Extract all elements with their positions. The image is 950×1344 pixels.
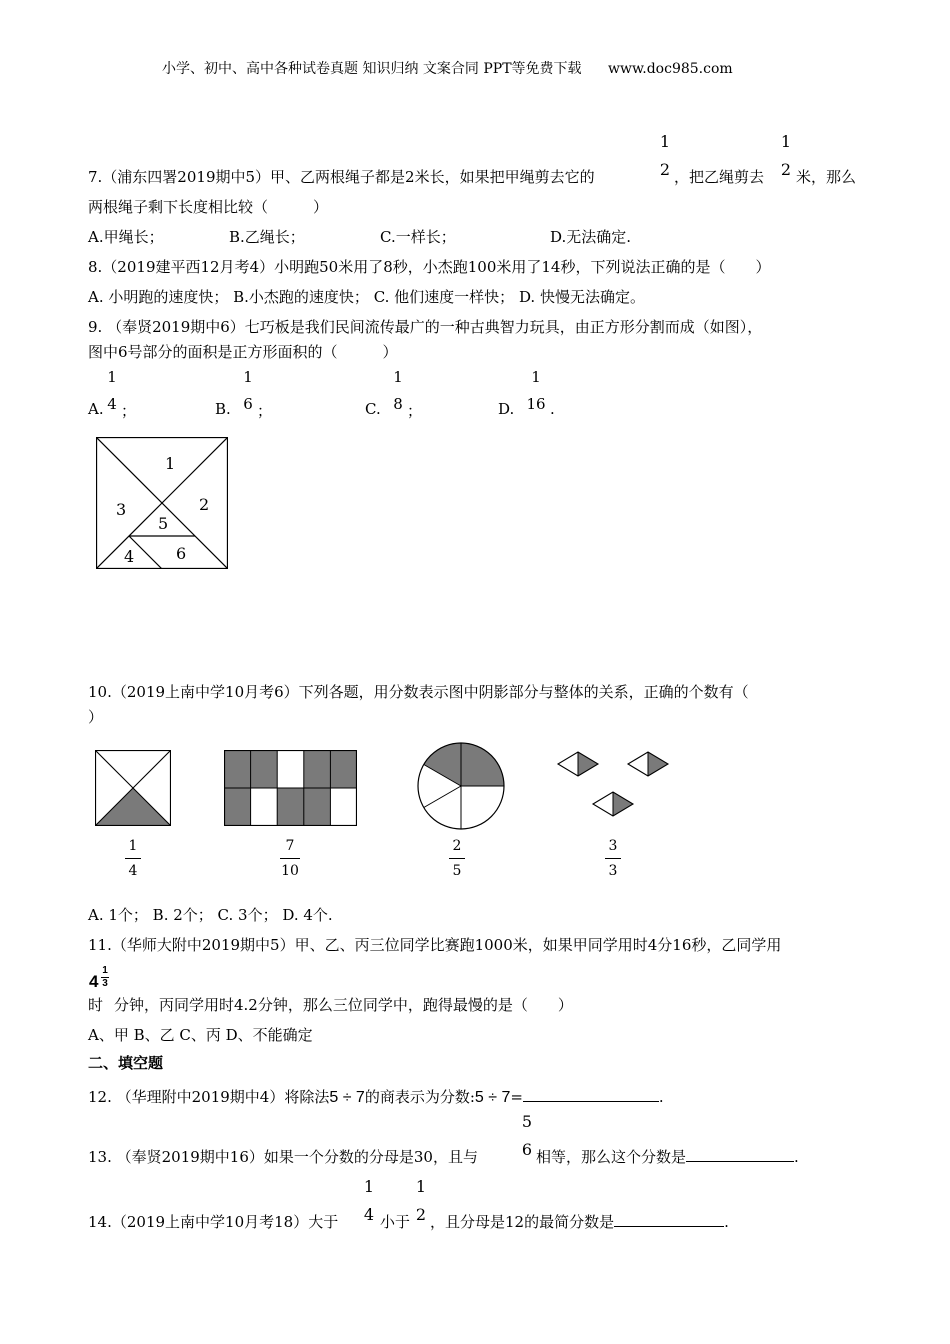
question-11-line1: 11.（华师大附中2019期中5）甲、乙、丙三位同学比赛跑1000米，如果甲同学用时4分16秒，乙同学用	[88, 936, 782, 954]
q9-option-b-frac	[241, 370, 255, 412]
q7-text-b: ，把乙绳剪去	[674, 168, 765, 186]
q12-answer-blank[interactable]	[523, 1087, 659, 1102]
q13-frac-den: 6	[521, 1140, 533, 1159]
q13-end: .	[794, 1148, 799, 1166]
tangram-label-5: 5	[158, 514, 169, 533]
question-9-line2: 图中6号部分的面积是正方形面积的（ ）	[88, 343, 398, 361]
q10-frac-4-den: 3	[608, 863, 618, 879]
q9-c-den: 8	[393, 395, 403, 413]
q11-mixed-num: 1	[102, 965, 108, 976]
q14-fraction-1	[362, 1179, 376, 1223]
q7-option-b: B.乙绳长；	[229, 228, 305, 246]
question-11-options: A、甲 B、乙 C、丙 D、不能确定	[88, 1026, 313, 1044]
q14-end: .	[724, 1213, 729, 1231]
question-10-options: A. 1个； B. 2个； C. 3个； D. 4个.	[88, 906, 333, 924]
q10-frac-3	[442, 838, 472, 879]
q7-text-c-wrap	[796, 166, 856, 187]
q11-mixed-whole: 4	[89, 972, 99, 991]
q14-frac2-den: 2	[415, 1205, 427, 1224]
q10-frac-3-num: 2	[452, 838, 462, 854]
q12-end: .	[658, 1088, 664, 1106]
q9-option-b-label: B.	[215, 400, 231, 418]
q10-frac-4	[598, 838, 628, 879]
q7-frac1-den: 2	[659, 160, 671, 179]
q13-frac-num: 5	[521, 1112, 533, 1131]
tangram-label-6: 6	[176, 544, 187, 563]
q7-fraction-1	[658, 134, 672, 178]
q7-frac2-num: 1	[780, 132, 792, 151]
q9-option-d-frac	[524, 370, 548, 412]
q10-frac-1	[118, 838, 148, 879]
q9-b-num: 1	[243, 368, 253, 386]
q7-option-d: D.无法确定.	[550, 228, 632, 246]
q12-text-b: 的商表示为分数:	[364, 1088, 475, 1106]
q14-fraction-2	[414, 1179, 428, 1223]
q12-expr1: 5 ÷ 7	[329, 1089, 365, 1106]
q9-a-num: 1	[107, 368, 117, 386]
q9-option-d-label: D.	[498, 400, 515, 418]
q9-d-num: 1	[531, 368, 541, 386]
q10-fig1-shaded	[95, 788, 171, 826]
section-2-title: 二、填空题	[88, 1054, 164, 1072]
q7-option-a: A.甲绳长；	[88, 228, 164, 246]
tangram-label-4: 4	[124, 547, 135, 566]
q12-expr2: 5 ÷ 7	[474, 1089, 511, 1106]
tangram-label-3: 3	[116, 500, 127, 519]
header-text: 小学、初中、高中各种试卷真题 知识归纳 文案合同 PPT等免费下载	[162, 61, 582, 77]
q10-figure-3	[417, 742, 505, 830]
q9-d-den: 16	[526, 395, 546, 413]
q14-answer-blank[interactable]	[614, 1212, 724, 1227]
q12-text-c: =	[510, 1088, 523, 1106]
q7-frac1-num: 1	[659, 132, 671, 151]
q9-option-b-suffix: ；	[257, 402, 273, 420]
q9-b-den: 6	[243, 395, 253, 413]
q9-option-a-suffix: ；	[121, 402, 137, 420]
q14-rest	[430, 1211, 729, 1232]
tangram-figure	[96, 437, 228, 569]
q11-line2-a: 时	[88, 996, 104, 1014]
q9-c-num: 1	[393, 368, 403, 386]
question-9-line1: 9. （奉贤2019期中6）七巧板是我们民间流传最广的一种古典智力玩具，由正方形分割而成（如图），	[88, 318, 763, 336]
q10-frac-2	[275, 838, 305, 879]
q9-option-d-suffix: .	[550, 400, 555, 418]
q13-text-b: 相等，那么这个分数是	[536, 1148, 687, 1166]
q11-mixed-frac	[99, 966, 111, 989]
question-10-line1: 10.（2019上南中学10月考6）下列各题，用分数表示图中阴影部分与整体的关系，正确的个数有（	[88, 683, 749, 701]
q10-frac-1-num: 1	[128, 838, 138, 854]
q10-figure-4	[556, 748, 671, 820]
q9-a-den: 4	[107, 395, 117, 413]
page-header	[162, 58, 733, 78]
q7-text-a: 7.（浦东四署2019期中5）甲、乙两根绳子都是2米长，如果把甲绳剪去它的	[88, 168, 595, 186]
question-8-options: A. 小明跑的速度快； B.小杰跑的速度快； C. 他们速度一样快； D. 快慢无法确定。	[88, 288, 645, 306]
q9-option-a-frac	[105, 370, 119, 412]
q7-frac2-den: 2	[780, 160, 792, 179]
q10-frac-4-num: 3	[608, 838, 618, 854]
q10-figure-1	[95, 750, 171, 826]
question-12	[88, 1086, 664, 1107]
tangram-label-1: 1	[165, 454, 176, 473]
q9-option-a-label: A.	[88, 400, 104, 418]
q14-text-b: 小于	[380, 1213, 411, 1231]
q11-mixed-den: 3	[102, 978, 108, 989]
q10-frac-2-num: 7	[285, 838, 295, 854]
q14-frac1-den: 4	[363, 1205, 375, 1224]
q13-rest	[536, 1146, 799, 1167]
q10-figure-2	[224, 750, 357, 826]
q7-text-c: 米，那么	[796, 168, 857, 186]
q10-frac-3-den: 5	[452, 863, 462, 879]
tangram-label-2: 2	[199, 495, 210, 514]
q13-text-a: 13. （奉贤2019期中16）如果一个分数的分母是30，且与	[88, 1148, 478, 1166]
q9-option-c-label: C.	[365, 400, 381, 418]
q11-line2-b: 分钟，丙同学用时4.2分钟，那么三位同学中，跑得最慢的是（ ）	[114, 996, 573, 1014]
q14-text-a: 14.（2019上南中学10月考18）大于	[88, 1213, 339, 1231]
q7-option-c: C.一样长；	[380, 228, 456, 246]
q12-text-a: 12. （华理附中2019期中4）将除法	[88, 1088, 330, 1106]
q7-fraction-2	[779, 134, 793, 178]
question-7-line2: 两根绳子剩下长度相比较（ ）	[88, 198, 329, 216]
q10-frac-2-den: 10	[281, 863, 299, 879]
q14-frac2-num: 1	[415, 1177, 427, 1196]
question-10-line2: ）	[88, 708, 104, 726]
q7-text-b-wrap	[674, 166, 764, 187]
question-8-line1: 8.（2019建平西12月考4）小明跑50米用了8秒，小杰跑100米用了14秒，下列说法正确的是（ ）	[88, 258, 771, 276]
header-url[interactable]: www.doc985.com	[607, 61, 733, 77]
q14-text-c: ，且分母是12的最简分数是	[430, 1213, 615, 1231]
q9-option-c-frac	[391, 370, 405, 412]
q9-option-c-suffix: ；	[407, 402, 423, 420]
q13-fraction	[520, 1114, 534, 1158]
q13-answer-blank[interactable]	[686, 1147, 794, 1162]
q10-frac-1-den: 4	[128, 863, 138, 879]
question-7-line1	[88, 166, 595, 187]
q14-frac1-num: 1	[363, 1177, 375, 1196]
